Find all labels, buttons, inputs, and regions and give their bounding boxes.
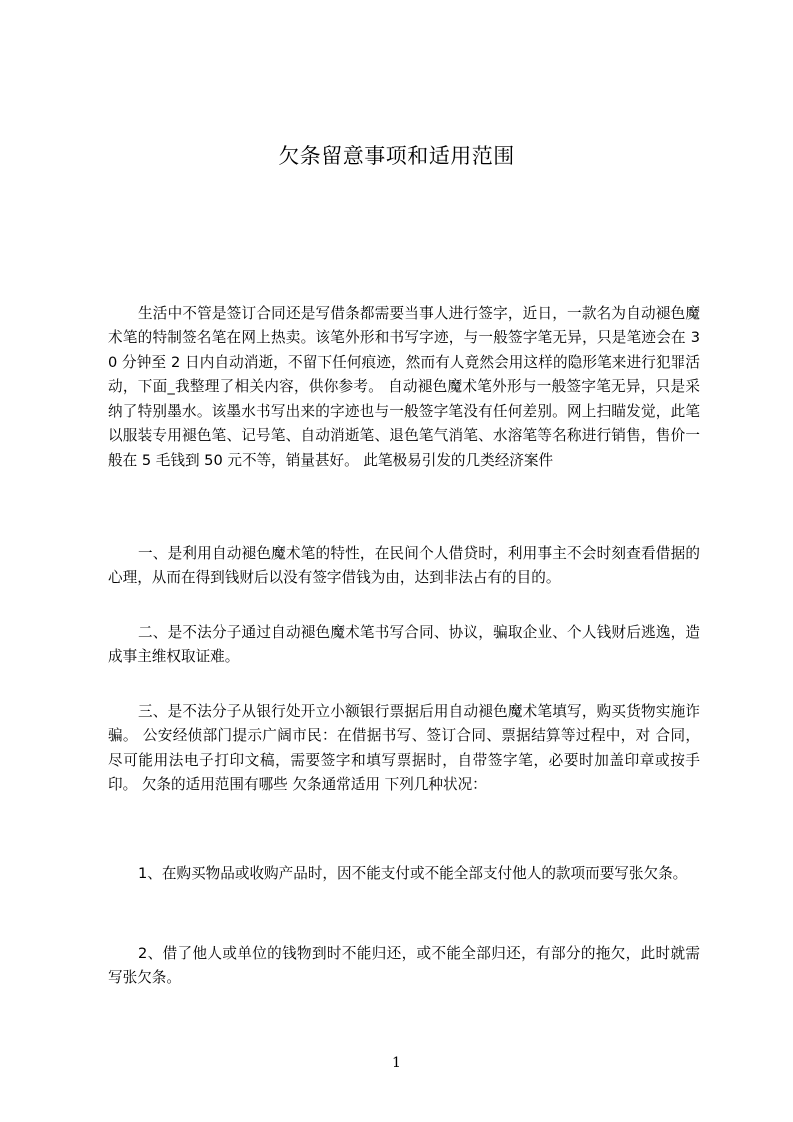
document-title: 欠条留意事项和适用范围 — [278, 144, 515, 168]
paragraph-scope-two: 2、借了他人或单位的钱物到时不能归还，或不能全部归还，有部分的拖欠，此时就需写张欠条。 — [108, 944, 700, 987]
paragraph-scope-one: 1、在购买物品或收购产品时，因不能支付或不能全部支付他人的款项而要写张欠条。 — [138, 864, 688, 882]
paragraph-case-three: 三、是不法分子从银行处开立小额银行票据后用自动褪色魔术笔填写，购买货物实施诈骗。 公安经侦部门提示广阔市民：在借据书写、签订合同、票据结算等过程中，对 合同，尽可能用法电子打印文稿，需要签字和填写票据时，自带签字笔，必要时加盖印章或按手印。 欠条的适用范围有哪些 欠条通常适用 下列几种状况： — [108, 702, 700, 794]
page-number: 1 — [392, 1055, 401, 1071]
paragraph-intro: 生活中不管是签订合同还是写借条都需要当事人进行签字，近日，一款名为自动褪色魔术笔的特制签名笔在网上热卖。该笔外形和书写字迹，与一般签字笔无异，只是笔迹会在 30 分钟至 2 日内自动消逝，不留下任何痕迹，然而有人竟然会用这样的隐形笔来进行犯罪活动，下面_我整理了相关内容，供你参考。 自动褪色魔术笔外形与一般签字笔无异，只是采纳了特别墨水。该墨水书写出来的字迹也与一般签字笔没有任何差别。网上扫瞄发觉，此笔以服装专用褪色笔、记号笔、自动消逝笔、退色笔气消笔、水溶笔等名称进行销售，售价一般在 5 毛钱到 50 元不等，销量甚好。 此笔极易引发的几类经济案件 — [108, 304, 700, 469]
paragraph-case-one: 一、是利用自动褪色魔术笔的特性，在民间个人借贷时，利用事主不会时刻查看借据的心理，从而在得到钱财后以没有签字借钱为由，达到非法占有的目的。 — [108, 544, 700, 587]
paragraph-case-two: 二、是不法分子通过自动褪色魔术笔书写合同、协议，骗取企业、个人钱财后逃逸，造成事主维权取证难。 — [108, 623, 700, 666]
